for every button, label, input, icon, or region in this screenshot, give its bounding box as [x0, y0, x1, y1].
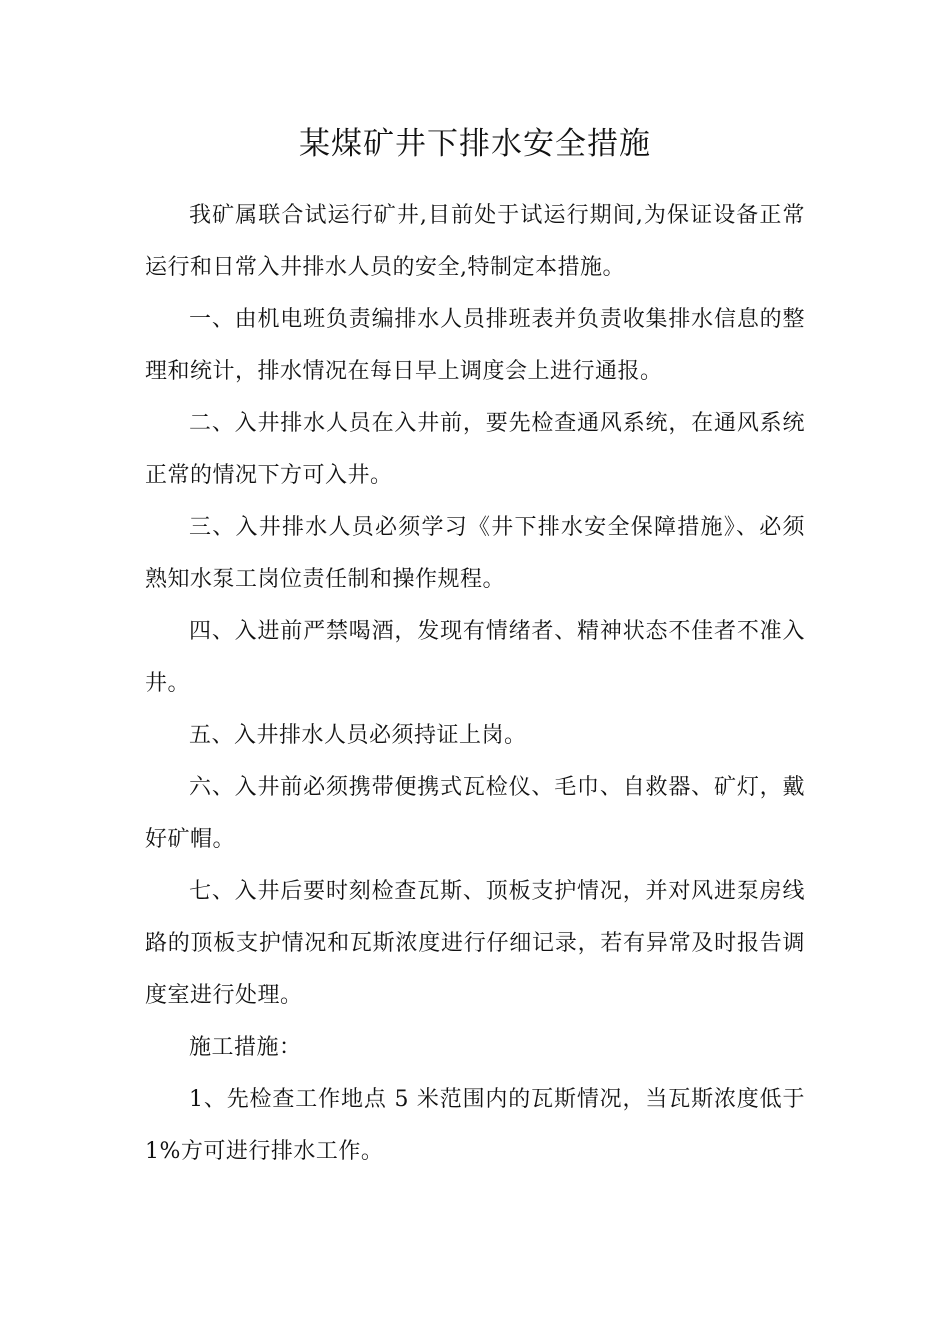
item-1-paragraph: 一、由机电班负责编排水人员排班表并负责收集排水信息的整理和统计，排水情况在每日早上调度会上进行通报。 [145, 307, 805, 384]
item-6-paragraph: 六、入井前必须携带便携式瓦检仪、毛巾、自救器、矿灯，戴好矿帽。 [145, 775, 805, 852]
item-7-paragraph: 七、入井后要时刻检查瓦斯、顶板支护情况，并对风进泵房线路的顶板支护情况和瓦斯浓度进行仔细记录，若有异常及时报告调度室进行处理。 [145, 879, 805, 1008]
item-4-paragraph: 四、入进前严禁喝酒，发现有情绪者、精神状态不佳者不准入井。 [145, 619, 805, 696]
construction-measures-heading: 施工措施： [189, 1035, 302, 1060]
item-2-paragraph: 二、入井排水人员在入井前，要先检查通风系统，在通风系统正常的情况下方可入井。 [145, 411, 805, 488]
document-title: 某煤矿井下排水安全措施 [299, 126, 651, 162]
document-body [145, 190, 805, 1178]
item-3-paragraph: 三、入井排水人员必须学习《井下排水安全保障措施》、必须熟知水泵工岗位责任制和操作规程。 [145, 515, 805, 592]
intro-paragraph: 我矿属联合试运行矿井,目前处于试运行期间,为保证设备正常运行和日常入井排水人员的安全,特制定本措施。 [145, 203, 805, 280]
item-5-paragraph: 五、入井排水人员必须持证上岗。 [189, 723, 527, 748]
measure-1-paragraph: 1、先检查工作地点 5 米范围内的瓦斯情况，当瓦斯浓度低于1%方可进行排水工作。 [145, 1087, 805, 1164]
